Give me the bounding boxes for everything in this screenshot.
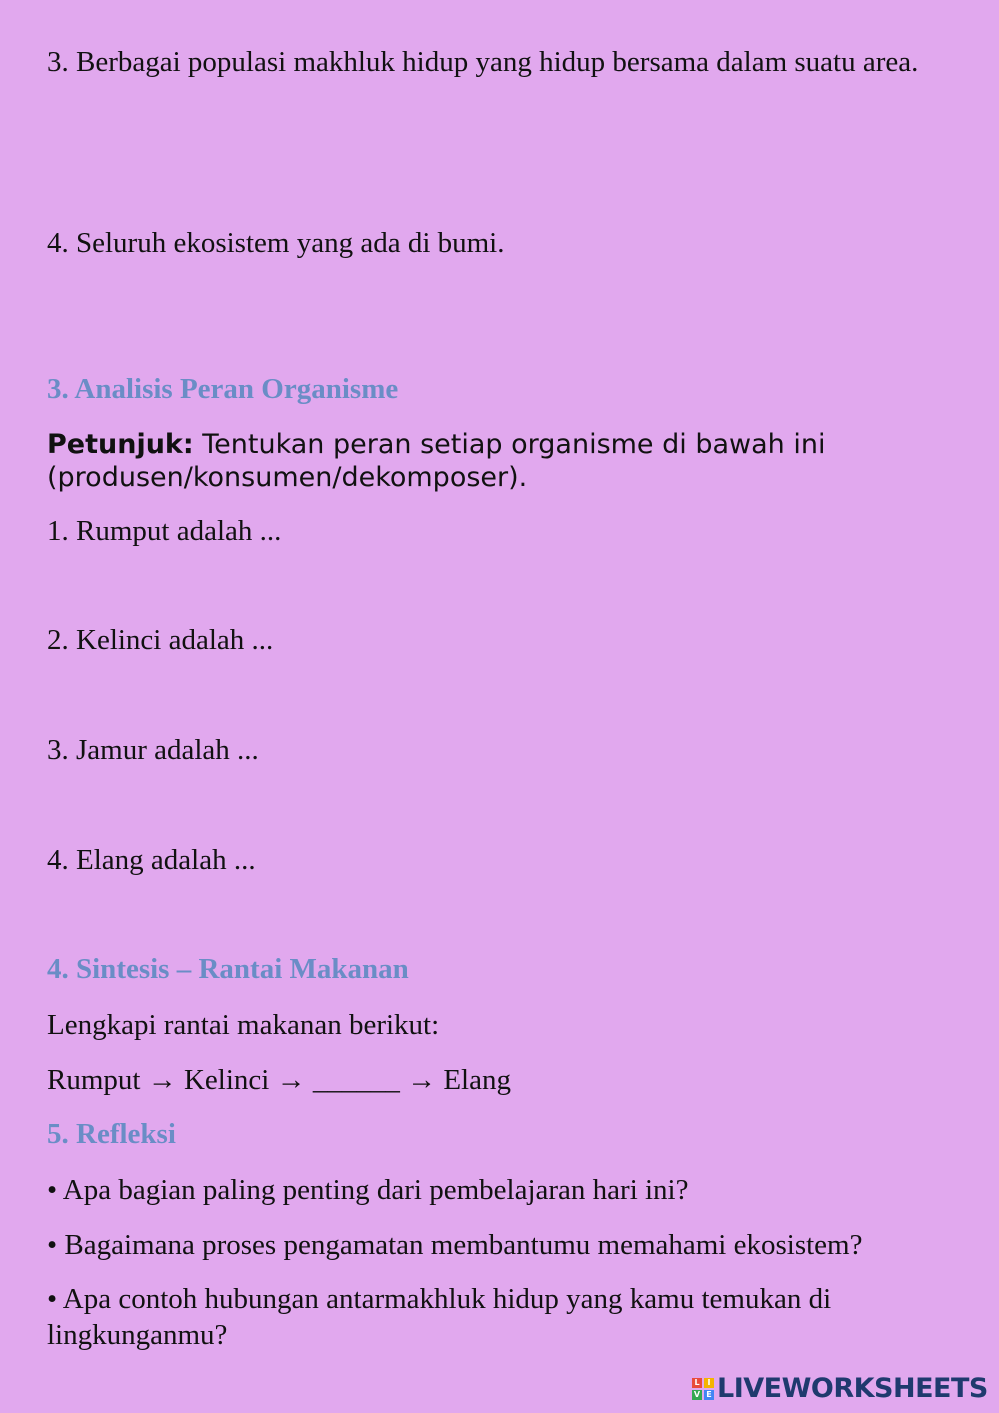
section-heading-synthesis: 4. Sintesis – Rantai Makanan: [47, 953, 409, 985]
food-chain-row: Rumput → Kelinci → ______ → Elang: [47, 1064, 511, 1096]
liveworksheets-logo: [692, 1374, 988, 1404]
reflection-question: • Bagaimana proses pengamatan membantumu memahami ekosistem?: [47, 1229, 863, 1261]
logo-letter: L: [692, 1378, 702, 1388]
organism-question: 4. Elang adalah ...: [47, 844, 256, 876]
food-chain-prompt: Lengkapi rantai makanan berikut:: [47, 1009, 440, 1041]
reflection-question: • Apa contoh hubungan antarmakhluk hidup yang kamu temukan di lingkunganmu?: [47, 1283, 832, 1351]
organism-question: 2. Kelinci adalah ...: [47, 624, 274, 656]
logo-letter: I: [704, 1378, 714, 1388]
level-item-4: 4. Seluruh ekosistem yang ada di bumi.: [47, 227, 505, 259]
logo-letter: E: [704, 1390, 714, 1400]
section-heading-analysis: 3. Analisis Peran Organisme: [47, 373, 399, 405]
organism-question: 3. Jamur adalah ...: [47, 734, 259, 766]
logo-letter: V: [693, 1390, 701, 1399]
instruction-paragraph: [47, 428, 927, 494]
instruction-label: Petunjuk:: [47, 429, 194, 460]
section-heading-reflection: 5. Refleksi: [47, 1118, 176, 1150]
reflection-question: • Apa bagian paling penting dari pembelajaran hari ini?: [47, 1174, 689, 1206]
logo-mark-icon: [692, 1378, 714, 1400]
logo-wordmark: LIVEWORKSHEETS: [717, 1373, 988, 1404]
level-item-3: 3. Berbagai populasi makhluk hidup yang hidup bersama dalam suatu area.: [47, 46, 919, 78]
instruction-text: Tentukan peran setiap organisme di bawah ini (produsen/konsumen/dekomposer).: [47, 429, 826, 493]
organism-question: 1. Rumput adalah ...: [47, 515, 282, 547]
